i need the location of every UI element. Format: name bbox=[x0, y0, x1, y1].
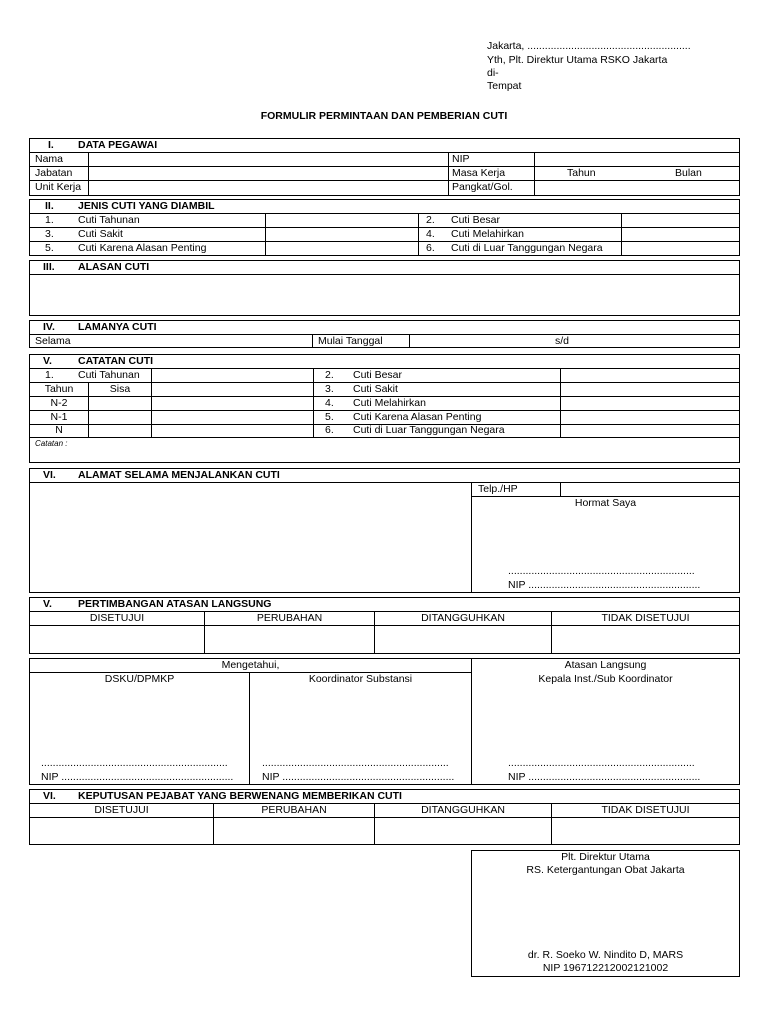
section-heading: LAMANYA CUTI bbox=[78, 321, 157, 333]
cuti-luar-tanggungan-label: Cuti di Luar Tanggungan Negara bbox=[451, 242, 603, 254]
cuti-melahirkan-label: Cuti Melahirkan bbox=[451, 228, 524, 240]
place-date: Jakarta, ........................................................ bbox=[487, 40, 691, 52]
label-nama: Nama bbox=[35, 153, 64, 165]
alasan-cuti-field[interactable] bbox=[30, 275, 739, 315]
section-heading: CATATAN CUTI bbox=[78, 355, 154, 367]
label-sd: s/d bbox=[555, 335, 570, 347]
label-jabatan: Jabatan bbox=[35, 167, 73, 179]
cuti-sakit-label: Cuti Sakit bbox=[78, 228, 123, 240]
label-nip: NIP bbox=[452, 153, 470, 165]
alamat-field[interactable] bbox=[30, 483, 470, 592]
addressee-di: di- bbox=[487, 67, 499, 79]
section-heading: JENIS CUTI YANG DIAMBIL bbox=[78, 200, 215, 212]
director-title: Plt. Direktur Utama bbox=[561, 851, 650, 863]
director-name: dr. R. Soeko W. Nindito D, MARS bbox=[527, 949, 684, 961]
label-telp: Telp./HP bbox=[478, 483, 518, 495]
hormat-saya: Hormat Saya bbox=[574, 497, 637, 509]
form-title: FORMULIR PERMINTAAN DAN PEMBERIAN CUTI bbox=[260, 110, 508, 122]
section-heading: ALAMAT SELAMA MENJALANKAN CUTI bbox=[78, 469, 280, 481]
label-masa-kerja: Masa Kerja bbox=[452, 167, 506, 179]
label-tahun: Tahun bbox=[567, 167, 596, 179]
section-heading: ALASAN CUTI bbox=[78, 261, 150, 273]
addressee-tempat: Tempat bbox=[487, 80, 522, 92]
cuti-besar-field[interactable] bbox=[622, 214, 739, 226]
label-mulai-tanggal: Mulai Tanggal bbox=[318, 335, 383, 347]
cuti-besar-label: Cuti Besar bbox=[451, 214, 501, 226]
section-heading: KEPUTUSAN PEJABAT YANG BERWENANG MEMBERIKAN CUTI bbox=[78, 790, 402, 802]
section-heading: PERTIMBANGAN ATASAN LANGSUNG bbox=[78, 598, 272, 610]
director-nip: NIP 196712212002121002 bbox=[542, 962, 669, 974]
cuti-tahunan-field[interactable] bbox=[266, 214, 417, 226]
label-bulan: Bulan bbox=[675, 167, 702, 179]
label-pangkat: Pangkat/Gol. bbox=[452, 181, 513, 193]
label-unit-kerja: Unit Kerja bbox=[35, 181, 82, 193]
cuti-alasan-penting-label: Cuti Karena Alasan Penting bbox=[78, 242, 207, 254]
director-org: RS. Ketergantungan Obat Jakarta bbox=[526, 864, 685, 876]
addressee: Yth, Plt. Direktur Utama RSKO Jakarta bbox=[487, 54, 668, 66]
label-selama: Selama bbox=[35, 335, 71, 347]
section-heading: DATA PEGAWAI bbox=[78, 139, 158, 151]
label-catatan: Catatan : bbox=[35, 439, 68, 448]
cuti-tahunan-label: Cuti Tahunan bbox=[78, 214, 140, 226]
